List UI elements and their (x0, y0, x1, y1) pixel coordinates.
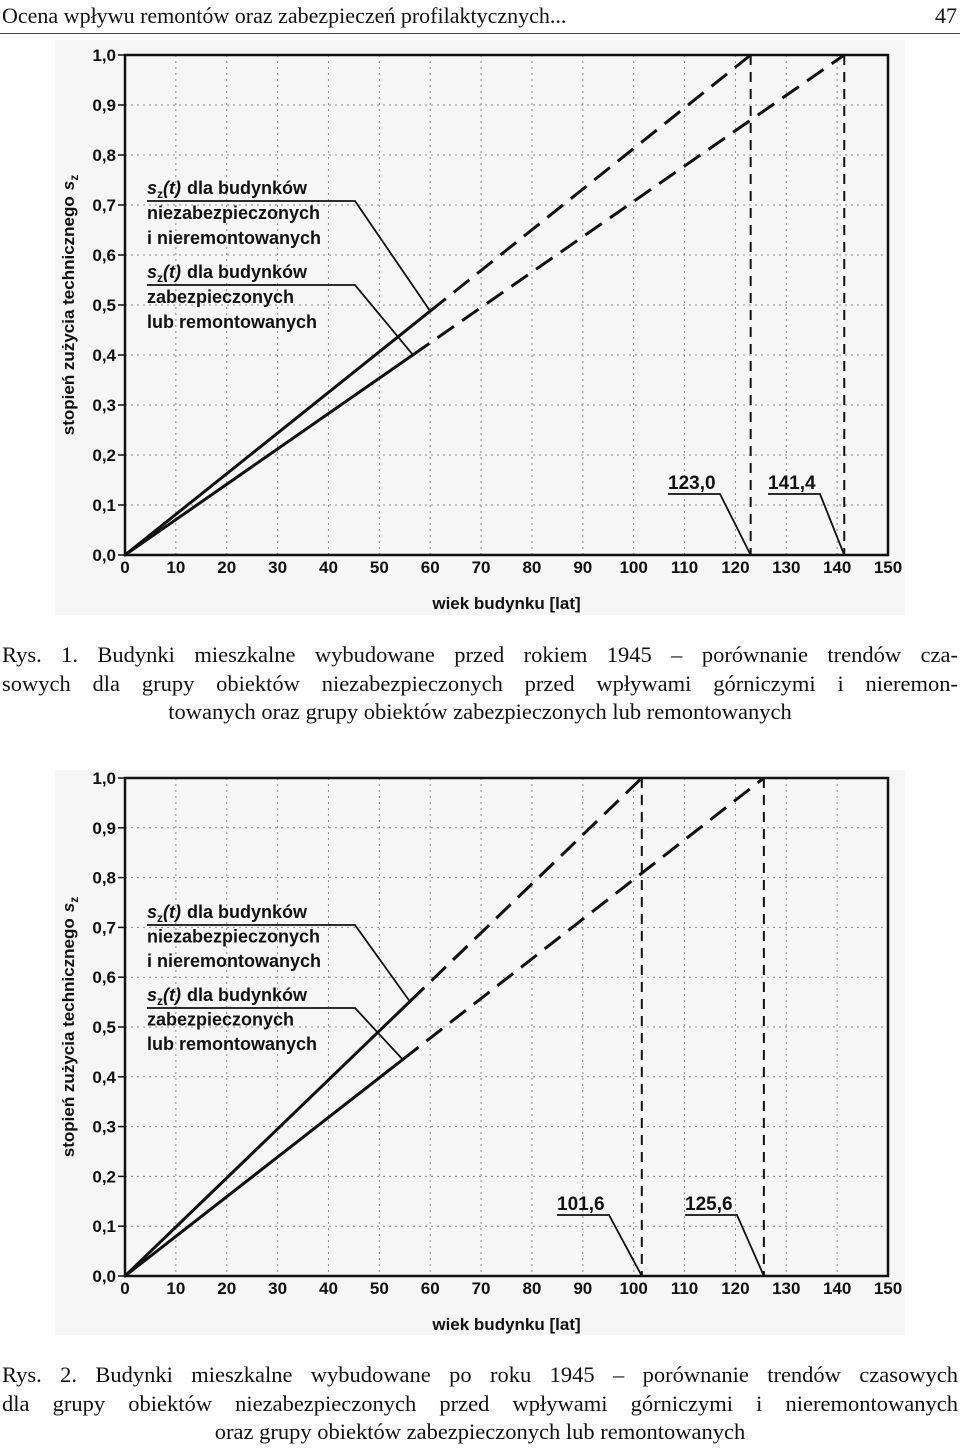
x-tick-label: 50 (369, 558, 389, 577)
x-tick-label: 130 (772, 1279, 801, 1298)
y-axis-title-symbol: s (59, 902, 78, 913)
x-tick-label: 140 (822, 558, 852, 577)
y-tick-label: 0,9 (92, 96, 116, 115)
x-tick-label: 100 (619, 1279, 648, 1298)
series-1-label-argument: (t) (163, 902, 181, 922)
figure-2-caption (2, 1361, 958, 1447)
series-1-label-line: i nieremontowanych (147, 228, 322, 248)
x-tick-label: 0 (120, 1279, 130, 1298)
series-1-label-symbol: s (147, 902, 158, 922)
y-tick-label: 0,0 (92, 1267, 116, 1286)
series-1-end-value-label: 101,6 (557, 1194, 605, 1215)
y-tick-label: 0,7 (92, 918, 116, 938)
y-tick-label: 0,6 (92, 246, 116, 265)
series-1-label-symbol: s (147, 178, 158, 198)
y-axis-title-text: stopień zużycia technicznego (59, 918, 78, 1158)
x-tick-label: 40 (319, 1279, 338, 1298)
x-tick-label: 60 (420, 1279, 440, 1298)
series-2-label-symbol: s (147, 262, 158, 282)
series-1-label-line: niezabezpieczonych (147, 926, 321, 947)
y-tick-label: 0,2 (92, 446, 116, 465)
x-tick-label: 140 (822, 1279, 852, 1298)
y-tick-label: 0,5 (92, 296, 116, 315)
series-2-label-subscript: z (157, 994, 164, 1008)
page-header (0, 0, 960, 34)
y-axis-title-subscript: z (67, 896, 81, 903)
x-tick-label: 50 (369, 1279, 389, 1298)
y-tick-label: 0,3 (92, 1117, 116, 1137)
series-1-label-text: dla budynków (187, 178, 308, 198)
y-axis-title-text: stopień zużycia technicznego (59, 196, 78, 436)
series-2-label-line: lub remontowanych (147, 312, 318, 332)
y-tick-label: 1,0 (92, 46, 116, 65)
caption-line (2, 1361, 958, 1390)
series-2-label-line: zabezpieczonych (147, 287, 295, 307)
y-axis-title (59, 175, 81, 435)
y-tick-label: 0,2 (92, 1167, 116, 1187)
chart-2 (55, 770, 905, 1335)
x-axis-title: wiek budynku [lat] (432, 594, 581, 613)
x-tick-label: 20 (217, 1279, 237, 1298)
x-tick-label: 120 (721, 558, 750, 577)
series-1-label-text: dla budynków (187, 902, 308, 922)
x-axis-title: wiek budynku [lat] (432, 1315, 581, 1334)
caption-text: Budynki mieszkalne wybudowane po roku 1945 – porównanie trendów czasowych (95, 1362, 958, 1387)
y-tick-label: 0,1 (92, 1217, 116, 1237)
x-tick-label: 80 (522, 1279, 542, 1298)
x-tick-label: 90 (573, 558, 593, 577)
running-title: Ocena wpływu remontów oraz zabezpieczeń profilaktycznych... (2, 3, 567, 28)
x-tick-label: 10 (166, 558, 186, 577)
y-tick-label: 0,6 (92, 968, 116, 988)
y-tick-label: 0,1 (92, 496, 116, 515)
series-2-label-argument: (t) (163, 985, 181, 1005)
series-2-label-line: zabezpieczonych (147, 1009, 295, 1030)
series-1-label (147, 178, 308, 201)
y-tick-label: 0,5 (92, 1018, 116, 1037)
y-tick-label: 0,4 (92, 346, 116, 365)
series-2-end-value-label: 125,6 (685, 1194, 733, 1215)
x-tick-label: 30 (268, 1279, 288, 1298)
x-tick-label: 30 (268, 558, 288, 577)
series-1-end-value-label: 123,0 (668, 473, 716, 494)
series-2-label-text: dla budynków (187, 262, 308, 282)
caption-line: oraz grupy obiektów zabezpieczonych lub remontowanych (214, 1419, 746, 1444)
x-tick-label: 40 (319, 558, 338, 577)
caption-line: sowych dla grupy obiektów niezabezpieczonych przed wpływami górniczymi i nieremon- (2, 670, 958, 696)
caption-text: Budynki mieszkalne wybudowane przed rokiem 1945 – porównanie trendów cza- (97, 642, 959, 667)
x-tick-label: 70 (471, 558, 491, 577)
series-1-label-subscript: z (157, 911, 164, 925)
series-1-label-subscript: z (157, 187, 164, 201)
y-axis-title-symbol: s (59, 180, 78, 191)
x-tick-label: 120 (721, 1279, 750, 1298)
figure-1-caption (2, 641, 958, 727)
series-1-label-argument: (t) (163, 178, 181, 198)
y-axis-title (59, 897, 81, 1157)
x-tick-label: 0 (120, 558, 130, 577)
x-tick-label: 110 (670, 558, 699, 577)
series-2-label-argument: (t) (163, 262, 181, 282)
series-1-label-line: niezabezpieczonych (147, 203, 321, 223)
x-tick-label: 90 (573, 1279, 593, 1298)
y-tick-label: 0,0 (92, 546, 116, 565)
series-2-label-symbol: s (147, 985, 158, 1005)
y-tick-label: 0,4 (92, 1067, 116, 1087)
x-tick-label: 150 (873, 558, 903, 577)
y-tick-label: 0,8 (92, 146, 116, 165)
series-2-label-line: lub remontowanych (147, 1034, 318, 1054)
series-2-end-value-label: 141,4 (768, 473, 816, 494)
x-tick-label: 80 (522, 558, 542, 577)
chart-1 (55, 40, 905, 615)
series-2-label-subscript: z (157, 271, 164, 285)
x-tick-label: 110 (670, 1279, 699, 1298)
y-tick-label: 0,3 (92, 396, 116, 415)
x-tick-label: 130 (772, 558, 801, 577)
x-tick-label: 10 (166, 1279, 186, 1298)
y-tick-label: 0,7 (92, 196, 116, 215)
figure-label: Rys. 1. (2, 642, 79, 667)
y-axis-title-subscript: z (67, 174, 81, 181)
x-tick-label: 20 (217, 558, 237, 577)
series-2-label-text: dla budynków (187, 985, 308, 1005)
series-2-label (147, 262, 308, 285)
x-tick-label: 70 (471, 1279, 491, 1298)
caption-line: towanych oraz grupy obiektów zabezpieczonych lub remontowanych (168, 699, 792, 724)
y-tick-label: 0,9 (92, 818, 116, 838)
y-tick-label: 1,0 (92, 770, 116, 788)
series-1-label (147, 902, 308, 925)
caption-line: dla grupy obiektów niezabezpieczonych przed wpływami górniczymi i nieremontowanych (2, 1390, 958, 1416)
x-tick-label: 60 (420, 558, 440, 577)
page-number: 47 (935, 3, 957, 28)
x-tick-label: 150 (873, 1279, 903, 1298)
series-2-label (147, 985, 308, 1008)
series-1-label-line: i nieremontowanych (147, 951, 322, 971)
y-tick-label: 0,8 (92, 868, 116, 888)
figure-label: Rys. 2. (2, 1362, 77, 1387)
x-tick-label: 100 (619, 558, 648, 577)
caption-line (2, 641, 958, 670)
